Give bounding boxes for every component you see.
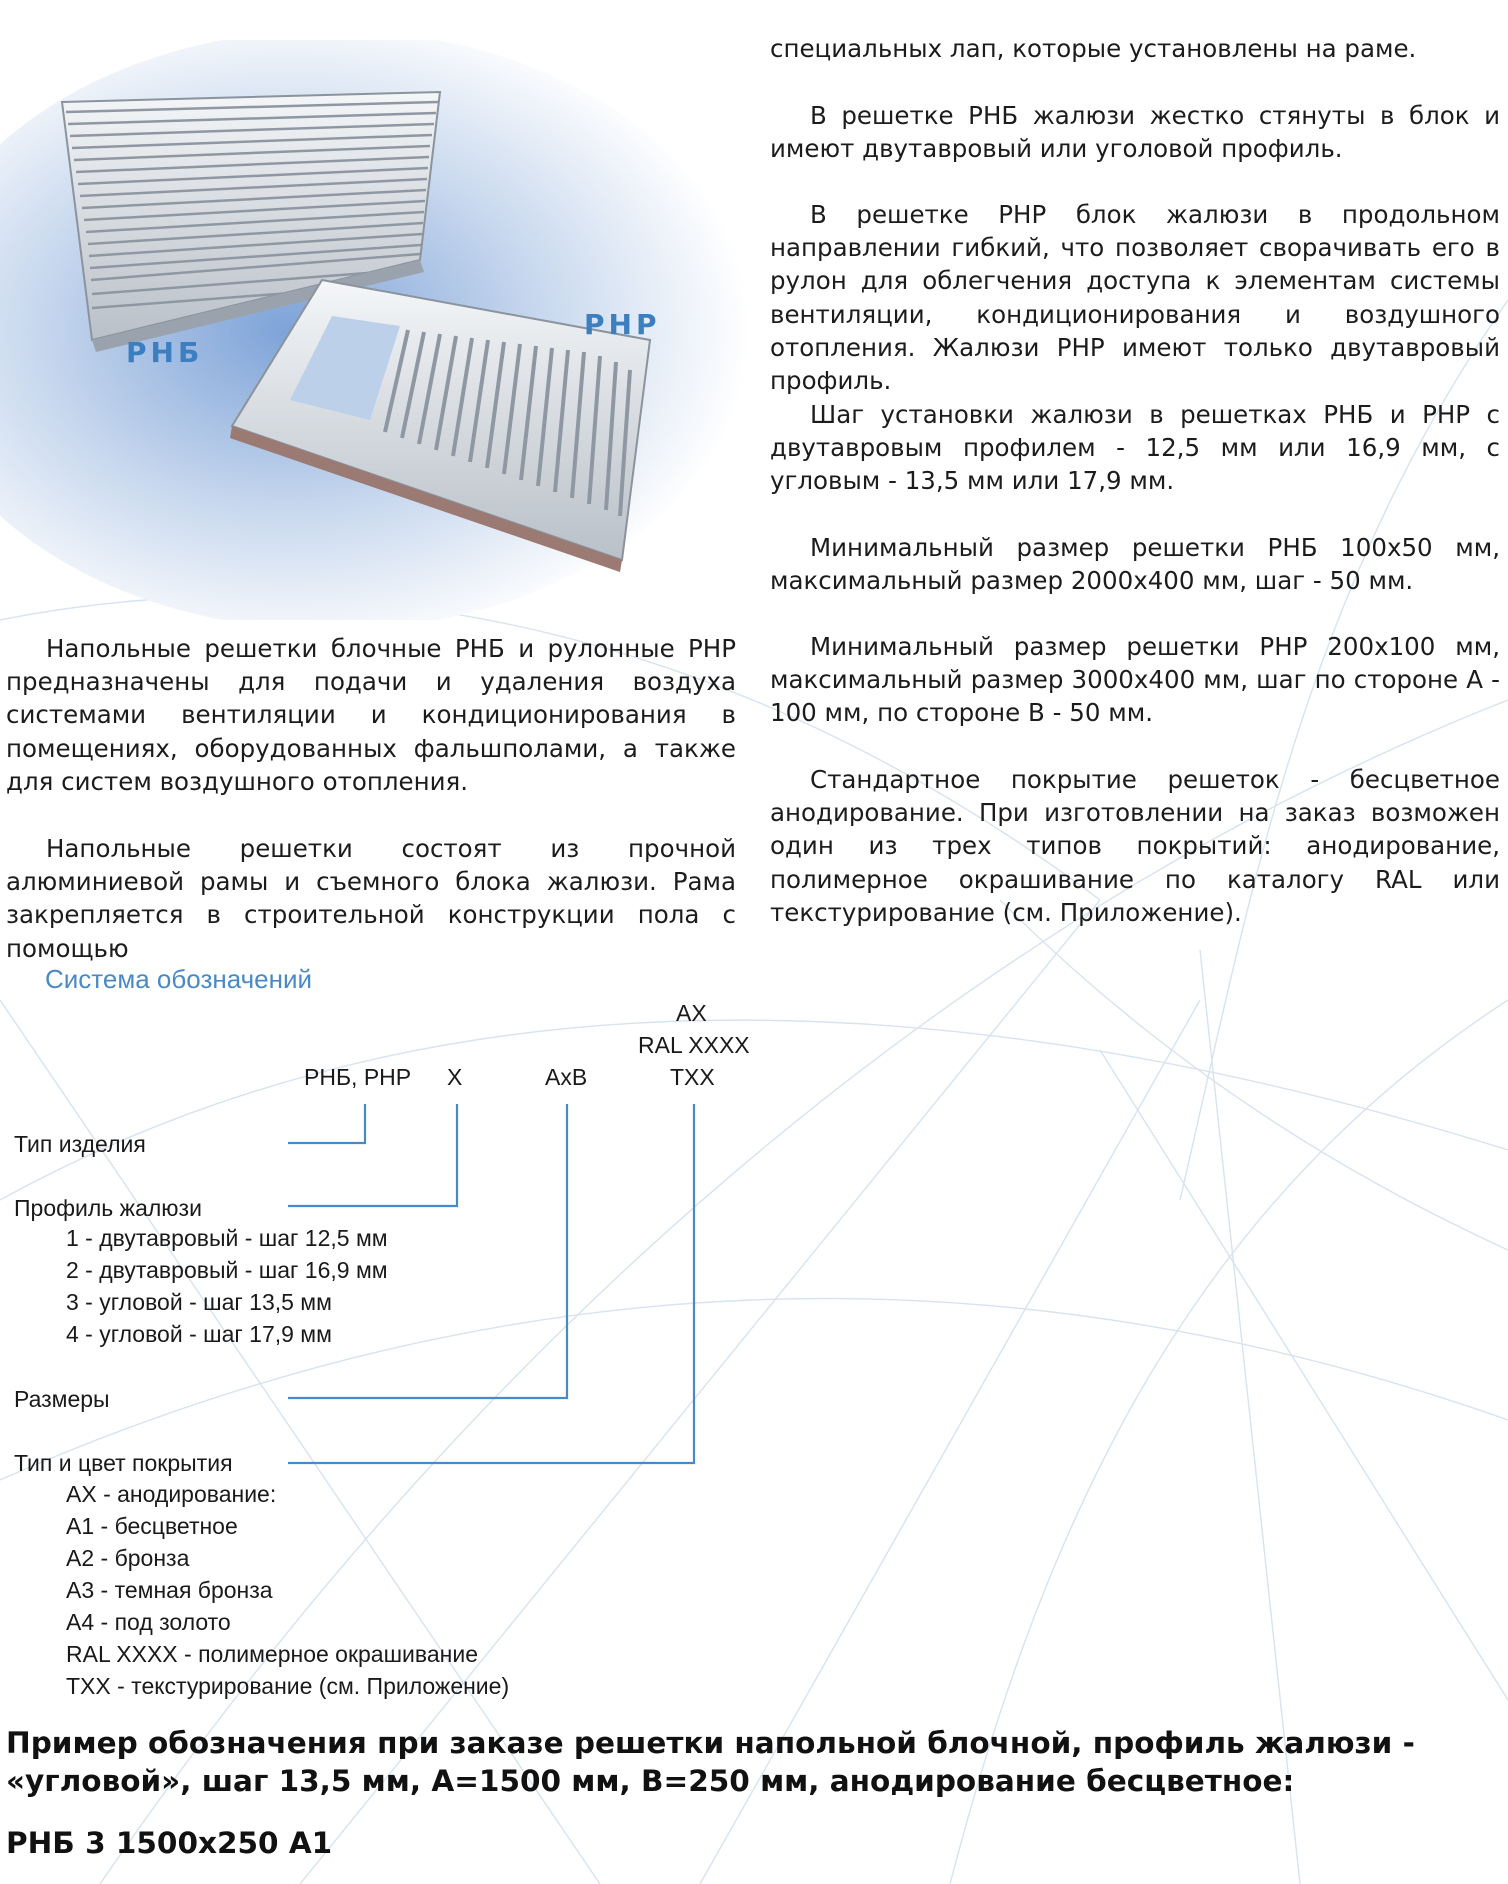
label-rnb: РНБ [126,336,204,369]
profile-option: 4 - угловой - шаг 17,9 мм [66,1321,332,1347]
label-size: Размеры [14,1386,110,1412]
label-rnr: РНР [584,308,661,341]
connector-profile [288,1104,457,1206]
profile-option: 1 - двутавровый - шаг 12,5 мм [66,1225,388,1251]
coating-option: А1 - бесцветное [66,1513,238,1539]
label-profile: Профиль жалюзи [14,1195,202,1221]
right-paragraph-1: специальных лап, которые установлены на раме. [770,34,1417,63]
coating-option: А2 - бронза [66,1545,190,1571]
label-coating: Тип и цвет покрытия [14,1450,233,1476]
code-coating-3: ТХХ [670,1064,715,1090]
right-paragraph-7: Стандартное покрытие решеток - бесцветное анодирование. При изготовлении на заказ возможен один из трех типов покрытий: анодирование, полимерное окрашивание по каталогу RAL или текстурирование (см. Приложение). [770,765,1500,927]
coating-option: RAL XXXX - полимерное окрашивание [66,1641,478,1667]
code-profile: Х [447,1064,463,1090]
right-paragraph-3: В решетке РНР блок жалюзи в продольном направлении гибкий, что позволяет сворачивать его в рулон для облегчения доступа к элементам системы вентиляции, кондиционирования и воздушного отопления. Жалюзи РНР имеют только двутавровый профиль. [770,200,1500,396]
coating-option: А4 - под золото [66,1609,231,1635]
profile-option: 3 - угловой - шаг 13,5 мм [66,1289,332,1315]
code-coating-1: АХ [676,1000,707,1026]
left-paragraph-2: Напольные решетки состоят из прочной алюминиевой рамы и съемного блока жалюзи. Рама закрепляется в строительной конструкции пола с помощью [6,834,736,963]
code-type: РНБ, РНР [304,1064,412,1090]
left-paragraph-1: Напольные решетки блочные РНБ и рулонные РНР предназначены для подачи и удаления воздуха системами вентиляции и кондиционирования в помещениях, оборудованных фальшполами, а также для систем воздушного отопления. [6,634,736,796]
label-product-type: Тип изделия [14,1131,146,1157]
code-coating-2: RAL XXXX [638,1032,750,1058]
right-paragraph-6: Минимальный размер решетки РНР 200х100 мм, максимальный размер 3000х400 мм, шаг по стороне А - 100 мм, по стороне В - 50 мм. [770,632,1500,728]
profile-option: 2 - двутавровый - шаг 16,9 мм [66,1257,388,1283]
order-example-code: РНБ 3 1500х250 А1 [6,1826,333,1860]
coating-option: АХ - анодирование: [66,1481,277,1507]
designation-title: Система обозначений [45,964,313,994]
code-size: АхВ [545,1064,588,1090]
coating-options [66,1478,509,1702]
connector-type [288,1104,365,1143]
right-paragraph-5: Минимальный размер решетки РНБ 100х50 мм, максимальный размер 2000х400 мм, шаг - 50 мм. [770,533,1500,596]
coating-option: А3 - темная бронза [66,1577,273,1603]
coating-option: ТХХ - текстурирование (см. Приложение) [66,1673,510,1699]
right-paragraph-2: В решетке РНБ жалюзи жестко стянуты в блок и имеют двутавровый или уголовой профиль. [770,101,1500,164]
profile-options [66,1222,388,1350]
order-example-text: Пример обозначения при заказе решетки напольной блочной, профиль жалюзи - «угловой», шаг 13,5 мм, А=1500 мм, В=250 мм, анодирование бесцветное: [6,1726,1415,1798]
right-paragraph-4: Шаг установки жалюзи в решетках РНБ и РНР с двутавровым профилем - 12,5 мм или 16,9 мм, с угловым - 13,5 мм или 17,9 мм. [770,400,1500,496]
